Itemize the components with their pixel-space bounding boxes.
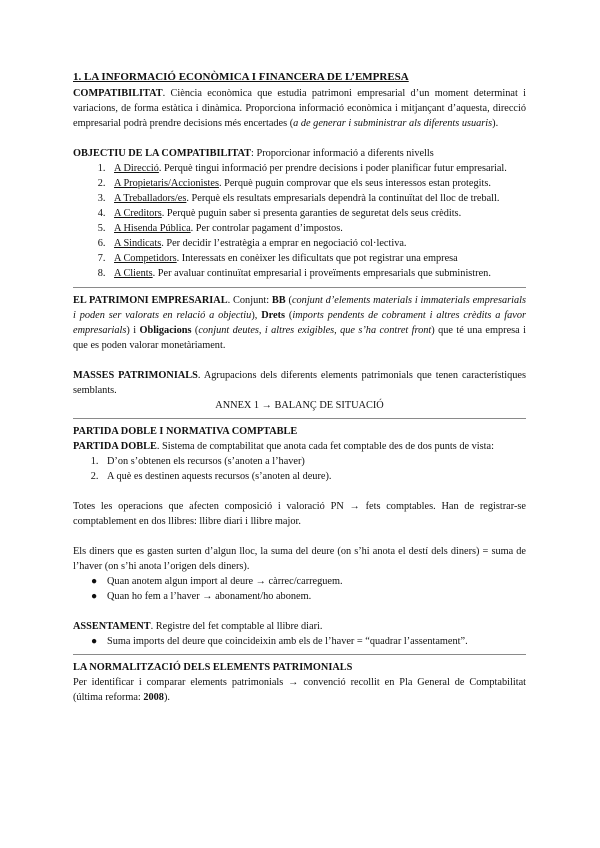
compatibilitat-term: COMPATIBILITAT	[73, 88, 163, 99]
list-item: 7. A Competidors. Interessats en conèixer les dificultats que pot registrar una empresa	[108, 251, 526, 266]
list-item: 8. A Clients. Per avaluar continuïtat empresarial i proveïments empresarials que subministren.	[108, 266, 526, 281]
partida-paragraph: PARTIDA DOBLE. Sistema de comptabilitat que anota cada fet comptable des de dos punts de vista:	[73, 441, 494, 452]
bullet-list	[73, 634, 526, 649]
normalitzacio-paragraph: Per identificar i comparar elements patrimonials → convenció recollit en Pla General de Comptabilitat (última reforma: 2008).	[73, 677, 526, 703]
list-item: 2. A què es destinen aquests recursos (s’anoten al deure).	[101, 469, 526, 484]
list-item: 6. A Sindicats. Per decidir l’estratègia a emprar en negociació col·lectiva.	[108, 236, 526, 251]
masses-paragraph: MASSES PATRIMONIALS. Agrupacions dels diferents elements patrimonials que tenen característiques semblants.	[73, 370, 526, 396]
patrimoni-paragraph: EL PATRIMONI EMPRESARIAL. Conjunt: BB (conjunt d’elements materials i immaterials empresarials i poden ser valorats en relació a objectiu), Drets (imports pendents de cobrament i altres crèdits a favor empresarials) i Obligacions (conjunt deutes, i altres exigibles, que s’ha contret front) que té una empresa i que es poden valorar monetàriament.	[73, 295, 527, 351]
list-item: 1. D’on s’obtenen els recursos (s’anoten a l’haver)	[101, 454, 526, 469]
list-item: ● Quan ho fem a l’haver → abonament/ho abonem.	[91, 591, 312, 602]
list-item: 5. A Hisenda Pública. Per controlar pagament d’impostos.	[108, 221, 526, 236]
compatibilitat-paragraph: COMPATIBILITAT. Ciència econòmica que estudia patrimoni empresarial d’un moment determinat i variacions, de forma estàtica i dinàmica. Proporciona informació econòmica i mitjançant d’aquesta, direcció empresarial podrà prendre decisions més encertades (a de generar i subministrar als diferents usuaris).	[73, 88, 526, 129]
bullet-icon: ●	[91, 576, 98, 587]
bullet-icon: ●	[91, 636, 98, 647]
operacions-paragraph: Totes les operacions que afecten composició i valoració PN → fets comptables. Han de registrar-se comptablement en dos llibres: llibre diari i llibre major.	[73, 501, 526, 527]
diners-paragraph: Els diners que es gasten surten d’algun lloc, la suma del deure (on s’hi anota el destí dels diners) = suma de l’haver (on s’hi anota l’origen dels diners).	[73, 546, 526, 572]
objectiu-heading: OBJECTIU DE LA COMPATIBILITAT: Proporcionar informació a diferents nivells	[73, 148, 434, 159]
normalitzacio-heading: LA NORMALITZACIÓ DELS ELEMENTS PATRIMONIALS	[73, 662, 353, 673]
section-title: 1. LA INFORMACIÓ ECONÒMICA I FINANCERA DE L’EMPRESA	[73, 71, 409, 83]
partida-heading: PARTIDA DOBLE I NORMATIVA COMPTABLE	[73, 426, 298, 437]
list-item: 3. A Treballadors/es. Perquè els resultats empresarials dependrà la continuïtat del lloc de treball.	[108, 191, 526, 206]
list-item: 2. A Propietaris/Accionistes. Perquè puguin comprovar que els seus interessos estan protegits.	[108, 176, 526, 191]
assentament-paragraph: ASSENTAMENT. Registre del fet comptable al llibre diari.	[73, 621, 323, 632]
list-item: 1. A Direcció. Perquè tingui informació per prendre decisions i poder planificar futur empresarial.	[108, 161, 526, 176]
bullet-icon: ●	[91, 591, 98, 602]
objectiu-term: OBJECTIU DE LA COMPATIBILITAT	[73, 148, 252, 159]
bullet-list	[73, 574, 526, 604]
list-item: 4. A Creditors. Perquè puguin saber si presenta garanties de seguretat dels seus crèdits.	[108, 206, 526, 221]
partida-list	[73, 454, 526, 484]
list-item: ● Quan anotem algun import al deure → càrrec/carreguem.	[91, 576, 343, 587]
annex-reference: ANNEX 1 → BALANÇ DE SITUACIÓ	[215, 400, 384, 411]
objectiu-list	[73, 161, 526, 281]
list-item: ● Suma imports del deure que coincideixin amb els de l’haver = “quadrar l’assentament”.	[91, 636, 468, 647]
